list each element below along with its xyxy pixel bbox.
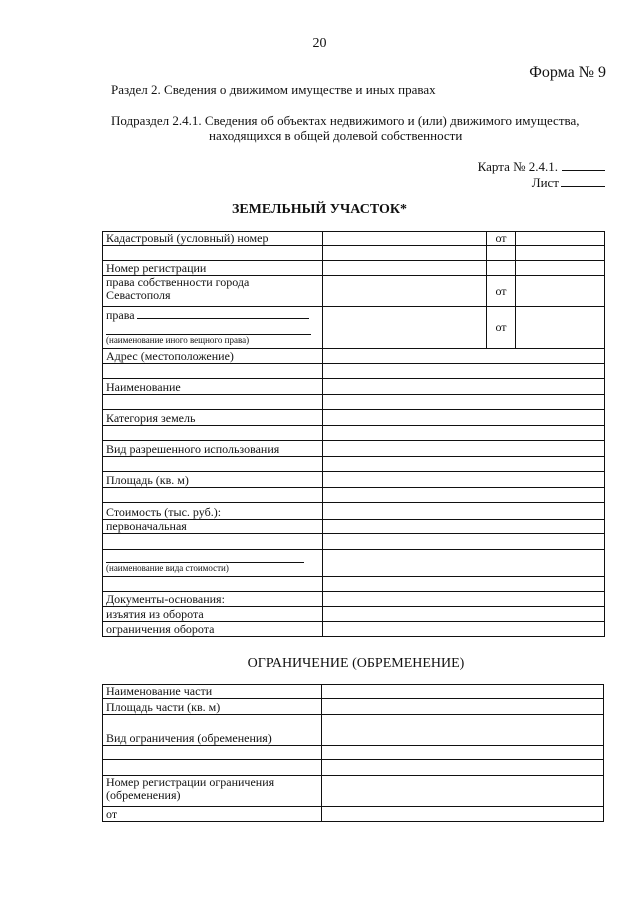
registration-number-label: Номер регистрации (103, 261, 323, 276)
restriction-registration-label: Номер регистрации ограничения (обременения) (103, 776, 322, 807)
registration-number-value[interactable] (323, 261, 487, 276)
table-row (103, 441, 605, 457)
table-row (103, 472, 605, 488)
other-right-value[interactable] (323, 307, 487, 349)
initial-cost-label: первоначальная (103, 520, 323, 534)
area-label: Площадь (кв. м) (103, 472, 323, 488)
table-row (103, 699, 604, 715)
table-row (103, 426, 605, 441)
section-title: Раздел 2. Сведения о движимом имуществе и иных правах (111, 82, 436, 97)
table-row (103, 685, 604, 699)
ownership-right-from-label: от (487, 276, 516, 307)
table-row (103, 607, 605, 622)
ownership-right-value[interactable] (323, 276, 487, 307)
table-row (103, 550, 605, 577)
table-row (103, 520, 605, 534)
table-row (103, 577, 605, 592)
initial-cost-value[interactable] (323, 520, 605, 534)
other-right-date[interactable] (516, 307, 605, 349)
cost-type-label (103, 550, 323, 577)
restriction-title: ОГРАНИЧЕНИЕ (ОБРЕМЕНЕНИЕ) (247, 656, 465, 671)
table-row (103, 715, 604, 746)
land-category-label: Категория земель (103, 410, 323, 426)
card-number-label: Карта № 2.4.1. (477, 159, 558, 174)
address-label: Адрес (местоположение) (103, 349, 323, 364)
table-row (103, 395, 605, 410)
table-row (103, 534, 605, 550)
table-row (103, 503, 605, 520)
restriction-type-value[interactable] (322, 715, 604, 746)
permitted-use-value[interactable] (323, 441, 605, 457)
other-right-from-label: от (487, 307, 516, 349)
part-name-value[interactable] (322, 685, 604, 699)
subsection-title-line2: находящихся в общей долевой собственности (209, 128, 463, 143)
table-row (103, 776, 604, 807)
subsection-title-line1: Подраздел 2.4.1. Сведения об объектах недвижимого и (или) движимого имущества, (111, 113, 580, 128)
withdrawal-value[interactable] (323, 607, 605, 622)
sheet-number-blank[interactable] (561, 174, 605, 187)
table-row (103, 807, 604, 822)
restriction-from-value[interactable] (322, 807, 604, 822)
sheet-number (532, 174, 605, 191)
cadastral-number-date[interactable] (516, 232, 605, 246)
table-row (103, 622, 605, 637)
documents-label: Документы-основания: (103, 592, 323, 607)
ownership-right-label: права собственности города Севастополя (103, 276, 323, 307)
cost-label: Стоимость (тыс. руб.): (103, 503, 323, 520)
cadastral-number-value[interactable] (323, 232, 487, 246)
documents-value[interactable] (323, 592, 605, 607)
other-right-blank[interactable] (137, 307, 309, 319)
cadastral-number-label: Кадастровый (условный) номер (103, 232, 323, 246)
turnover-restriction-label: ограничения оборота (103, 622, 323, 637)
land-plot-table (102, 231, 605, 637)
area-value[interactable] (323, 472, 605, 488)
cadastral-number-from-label: от (487, 232, 516, 246)
form-number: Форма № 9 (529, 64, 606, 81)
restriction-table (102, 684, 604, 822)
cost-type-value[interactable] (323, 550, 605, 577)
table-row (103, 592, 605, 607)
table-row (103, 307, 605, 349)
table-row (103, 232, 605, 246)
table-row (103, 364, 605, 379)
page-number: 20 (312, 36, 327, 51)
sheet-label: Лист (531, 175, 559, 190)
other-right-label: права (наименование иного вещного права) (103, 307, 323, 349)
permitted-use-label: Вид разрешенного использования (103, 441, 323, 457)
part-area-value[interactable] (322, 699, 604, 715)
restriction-registration-value[interactable] (322, 776, 604, 807)
part-name-label: Наименование части (103, 685, 322, 699)
card-number-blank[interactable] (562, 158, 605, 171)
table-row (103, 746, 604, 760)
table-row (103, 410, 605, 426)
land-plot-title: ЗЕМЕЛЬНЫЙ УЧАСТОК* (231, 202, 408, 217)
table-row (103, 276, 605, 307)
other-right-blank-line[interactable] (106, 322, 311, 335)
table-row (103, 457, 605, 472)
table-row (103, 760, 604, 776)
address-value[interactable] (323, 349, 605, 364)
table-row (103, 488, 605, 503)
cost-type-note: (наименование вида стоимости) (106, 563, 229, 573)
restriction-type-label: Вид ограничения (обременения) (103, 715, 322, 746)
table-row (103, 379, 605, 395)
restriction-from-label: от (103, 807, 322, 822)
part-area-label: Площадь части (кв. м) (103, 699, 322, 715)
name-label: Наименование (103, 379, 323, 395)
table-row (103, 246, 605, 261)
table-row (103, 349, 605, 364)
other-right-note: (наименование иного вещного права) (106, 335, 250, 345)
name-value[interactable] (323, 379, 605, 395)
table-row (103, 261, 605, 276)
card-number (478, 158, 605, 175)
land-category-value[interactable] (323, 410, 605, 426)
ownership-right-date[interactable] (516, 276, 605, 307)
cost-value[interactable] (323, 503, 605, 520)
cost-type-blank[interactable] (106, 550, 304, 563)
withdrawal-label: изъятия из оборота (103, 607, 323, 622)
turnover-restriction-value[interactable] (323, 622, 605, 637)
